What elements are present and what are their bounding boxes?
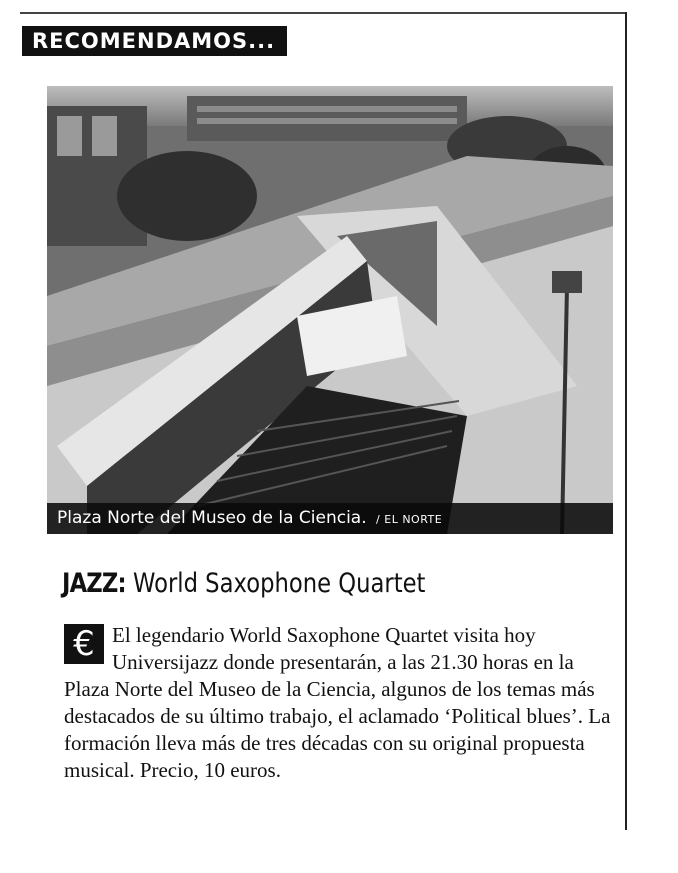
photo-caption-bar [47,503,613,534]
headline-title: World Saxophone Quartet [132,568,426,599]
photo-credit: / EL NORTE [376,513,443,526]
euro-icon: € [64,624,104,664]
plaza-photo-illustration [47,86,613,534]
article-photo [47,86,613,534]
headline-kicker: JAZZ: [62,568,126,599]
right-border-rule [625,12,627,830]
section-tag: RECOMENDAMOS... [22,26,287,56]
photo-caption: Plaza Norte del Museo de la Ciencia. [57,508,367,528]
top-border-rule [20,12,626,14]
article-body-text: El legendario World Saxophone Quartet visita hoy Universijazz donde presentarán, a las 21.30 horas en la Plaza Norte del Museo de la Ciencia, algunos de los temas más destacados de su último trabajo, el aclamado ‘Political blues’. La formación lleva más de tres décadas con su original propuesta musical. Precio, 10 euros. [64,623,611,782]
article-body [64,622,624,784]
article-headline [62,566,425,602]
